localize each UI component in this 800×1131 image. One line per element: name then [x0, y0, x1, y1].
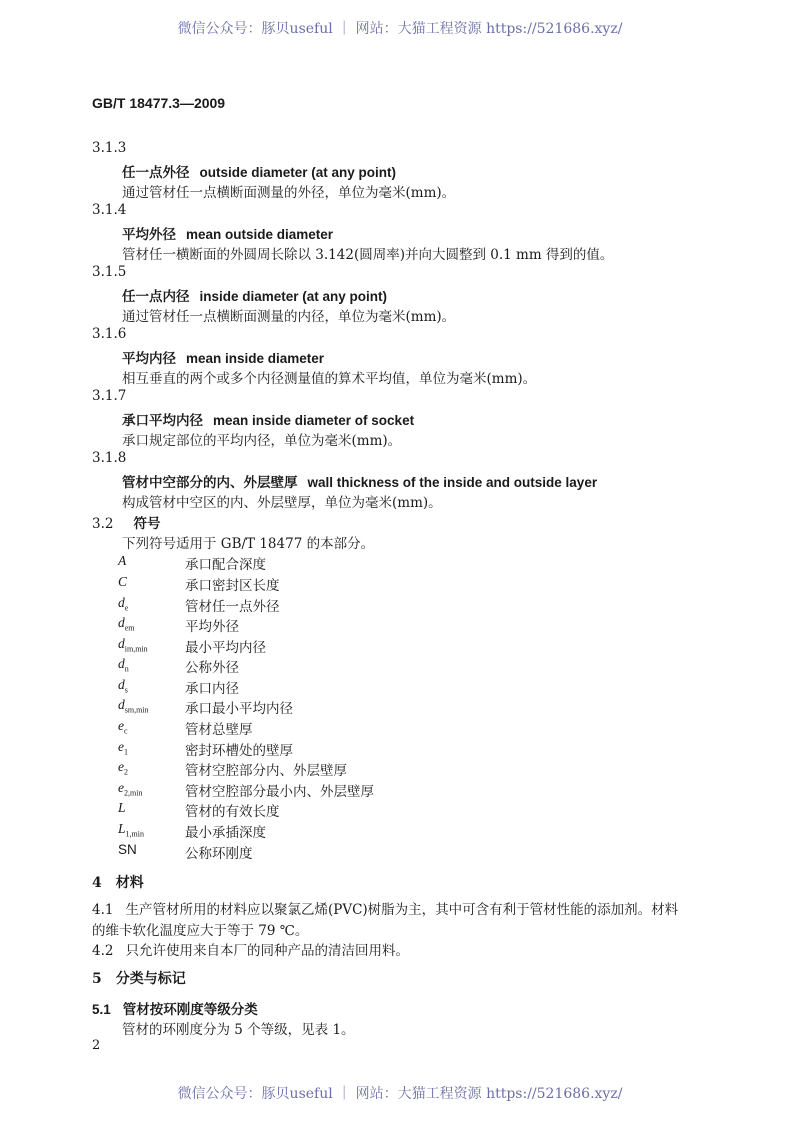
symbol: SN — [118, 842, 137, 857]
watermark-top: 微信公众号：豚贝useful ｜ 网站：大猫工程资源 https://521686.xyz/ — [177, 21, 623, 37]
term-en: mean outside diameter — [186, 227, 334, 242]
symbol-row — [118, 677, 538, 697]
clause-number: 5.1 — [92, 1002, 111, 1017]
definition-number: 3.1.5 — [92, 264, 127, 280]
symbol: $d_{sm,min}$ — [118, 697, 149, 715]
definition-term — [122, 471, 597, 491]
symbol-description: 管材的有效长度 — [185, 804, 280, 820]
clause-number: 4.2 — [92, 943, 114, 959]
definition-body: 承口规定部位的平均内径，单位为毫米(mm)。 — [122, 433, 402, 449]
chapter-title: 材料 — [115, 875, 144, 891]
symbol: $e_2$ — [118, 759, 128, 777]
symbol-row — [118, 574, 538, 594]
symbol-description: 公称环刚度 — [185, 846, 253, 862]
clause-4-2 — [92, 939, 409, 959]
definition-term — [122, 223, 333, 243]
symbol: $d_{im,min}$ — [118, 636, 148, 654]
symbol-row — [118, 800, 538, 820]
chapter-number: 4 — [92, 875, 102, 891]
term-zh: 平均外径 — [122, 227, 176, 243]
definition-term — [122, 347, 324, 367]
symbol: $d_s$ — [118, 677, 128, 695]
symbol-row — [118, 718, 538, 738]
symbol-description: 管材总壁厚 — [185, 722, 253, 738]
definition-number: 3.1.3 — [92, 140, 127, 156]
term-en: outside diameter (at any point) — [199, 165, 397, 180]
symbol-row — [118, 697, 538, 717]
term-en: wall thickness of the inside and outside layer — [307, 475, 598, 490]
chapter-number: 5 — [92, 971, 102, 987]
definition-number: 3.1.4 — [92, 202, 127, 218]
page-number: 2 — [92, 1038, 101, 1053]
symbol: $e_{2,min}$ — [118, 780, 143, 798]
symbol-row — [118, 780, 538, 800]
symbols-heading — [92, 512, 160, 532]
clause-4-1-continued: 的维卡软化温度应大于等于 79 ℃。 — [92, 923, 309, 939]
clause-text: 生产管材所用的材料应以聚氯乙烯(PVC)树脂为主，其中可含有利于管材性能的添加剂。材料 — [125, 902, 679, 918]
chapter-title: 分类与标记 — [115, 971, 186, 987]
term-en: mean inside diameter of socket — [213, 413, 415, 428]
definition-term — [122, 409, 414, 429]
term-zh: 任一点内径 — [122, 289, 190, 305]
symbol-description: 公称外径 — [185, 660, 239, 676]
symbol-row — [118, 759, 538, 779]
symbol-row — [118, 842, 538, 862]
symbol-row — [118, 595, 538, 615]
symbol: C — [118, 574, 128, 589]
definition-number: 3.1.6 — [92, 326, 127, 342]
symbol-row — [118, 615, 538, 635]
symbol-description: 密封环槽处的壁厚 — [185, 743, 293, 759]
symbol-row — [118, 656, 538, 676]
symbol-description: 承口密封区长度 — [185, 578, 280, 594]
symbol-description: 承口配合深度 — [185, 557, 266, 573]
clause-number: 4.1 — [92, 902, 114, 918]
term-zh: 任一点外径 — [122, 165, 190, 181]
section-number: 3.2 — [92, 516, 114, 532]
symbol-description: 管材任一点外径 — [185, 599, 280, 615]
standard-id: GB/T 18477.3—2009 — [92, 95, 226, 111]
chapter-5-heading — [92, 968, 186, 988]
symbol-description: 管材空腔部分最小内、外层壁厚 — [185, 784, 374, 800]
term-en: inside diameter (at any point) — [199, 289, 388, 304]
definition-term — [122, 285, 387, 305]
definition-body: 通过管材任一点横断面测量的外径，单位为毫米(mm)。 — [122, 185, 456, 201]
symbol-row — [118, 553, 538, 573]
symbol: $e_c$ — [118, 718, 128, 736]
definition-body: 管材任一横断面的外圆周长除以 3.142(圆周率)并向大圆整到 0.1 mm 得到的值。 — [122, 247, 614, 263]
definition-body: 构成管材中空区的内、外层壁厚，单位为毫米(mm)。 — [122, 495, 442, 511]
symbol: L — [118, 800, 126, 815]
clause-5-1-body: 管材的环刚度分为 5 个等级，见表 1。 — [122, 1022, 355, 1038]
symbol-description: 最小承插深度 — [185, 825, 266, 841]
symbol: $d_n$ — [118, 656, 129, 674]
symbol: $e_1$ — [118, 739, 128, 757]
symbol-description: 管材空腔部分内、外层壁厚 — [185, 763, 347, 779]
symbol-description: 最小平均内径 — [185, 640, 266, 656]
term-en: mean inside diameter — [186, 351, 325, 366]
definition-body: 通过管材任一点横断面测量的内径，单位为毫米(mm)。 — [122, 309, 456, 325]
symbol-row — [118, 821, 538, 841]
symbol: $d_{em}$ — [118, 615, 135, 633]
clause-text: 只允许使用来自本厂的同种产品的清洁回用料。 — [125, 943, 409, 959]
term-zh: 平均内径 — [122, 351, 176, 367]
clause-title: 管材按环刚度等级分类 — [122, 1002, 258, 1018]
definition-number: 3.1.7 — [92, 388, 127, 404]
symbol: $d_e$ — [118, 595, 129, 613]
symbol: A — [118, 553, 127, 568]
symbols-intro: 下列符号适用于 GB/T 18477 的本部分。 — [122, 536, 375, 552]
section-title: 符号 — [133, 516, 161, 532]
term-zh: 管材中空部分的内、外层壁厚 — [122, 475, 298, 491]
definition-term — [122, 161, 396, 181]
definition-number: 3.1.8 — [92, 450, 127, 466]
definition-body: 相互垂直的两个或多个内径测量值的算术平均值，单位为毫米(mm)。 — [122, 371, 537, 387]
symbol-row — [118, 636, 538, 656]
symbol-description: 平均外径 — [185, 619, 239, 635]
clause-4-1 — [92, 898, 678, 918]
symbol-description: 承口最小平均内径 — [185, 701, 293, 717]
term-zh: 承口平均内径 — [122, 413, 203, 429]
symbol-row — [118, 739, 538, 759]
clause-5-1-heading — [92, 998, 258, 1018]
symbol: $L_{1,min}$ — [118, 821, 144, 839]
symbol-description: 承口内径 — [185, 681, 239, 697]
chapter-4-heading — [92, 872, 144, 892]
watermark-bottom: 微信公众号：豚贝useful ｜ 网站：大猫工程资源 https://521686.xyz/ — [177, 1086, 623, 1102]
